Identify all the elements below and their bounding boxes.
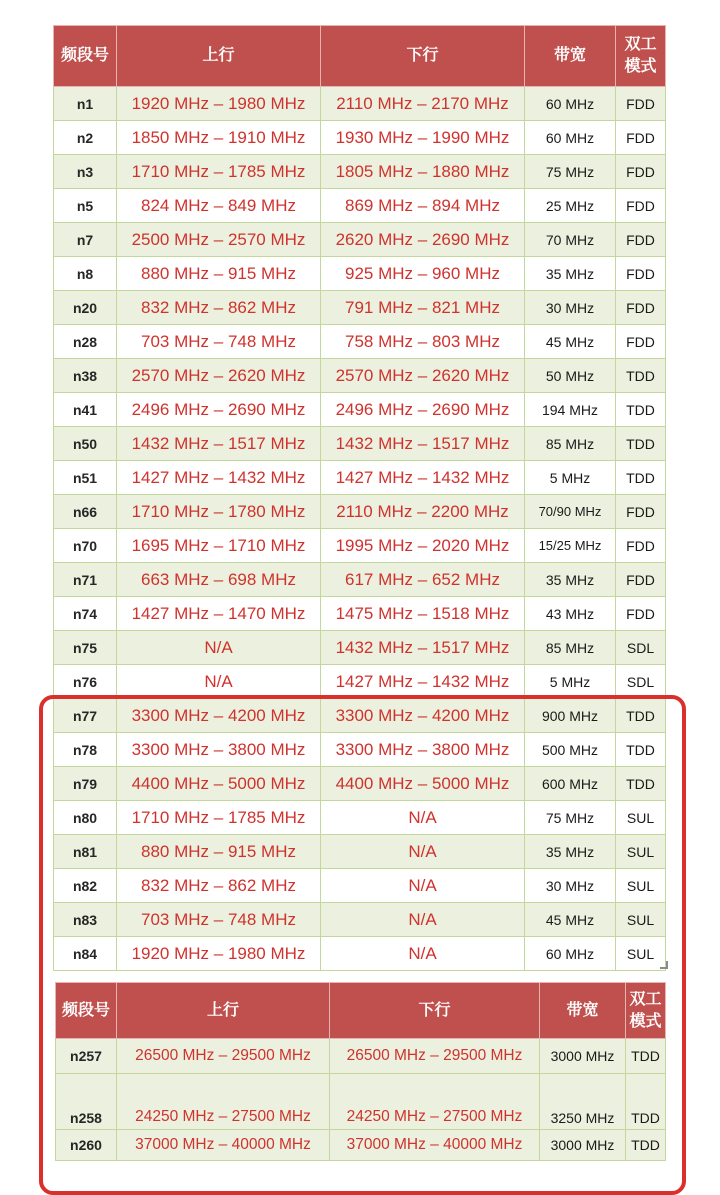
table-row — [56, 1039, 666, 1074]
duplex-mode-cell: TDD — [626, 1039, 666, 1074]
table-row — [54, 155, 666, 189]
duplex-mode-cell: FDD — [616, 529, 666, 563]
downlink-range-cell: 3300 MHz – 3800 MHz — [321, 733, 525, 767]
resize-grip-icon — [660, 961, 668, 969]
table-row — [54, 733, 666, 767]
band-number-cell: n1 — [54, 87, 117, 121]
uplink-range-cell: 832 MHz – 862 MHz — [117, 291, 321, 325]
duplex-mode-cell: SUL — [616, 903, 666, 937]
uplink-range-cell: 1427 MHz – 1432 MHz — [117, 461, 321, 495]
bandwidth-cell: 15/25 MHz — [525, 529, 616, 563]
band-number-cell: n41 — [54, 393, 117, 427]
duplex-mode-cell: SDL — [616, 631, 666, 665]
duplex-mode-cell: FDD — [616, 223, 666, 257]
uplink-range-cell: 880 MHz – 915 MHz — [117, 257, 321, 291]
table-row — [54, 801, 666, 835]
downlink-range-cell: 1475 MHz – 1518 MHz — [321, 597, 525, 631]
table-row — [54, 869, 666, 903]
uplink-range-cell: 3300 MHz – 4200 MHz — [117, 699, 321, 733]
table-row — [56, 1130, 666, 1161]
band-number-cell: n79 — [54, 767, 117, 801]
uplink-range-cell: 1427 MHz – 1470 MHz — [117, 597, 321, 631]
downlink-range-cell: 2620 MHz – 2690 MHz — [321, 223, 525, 257]
uplink-range-cell: 2500 MHz – 2570 MHz — [117, 223, 321, 257]
header-band: 频段号 — [54, 26, 117, 87]
band-number-cell: n38 — [54, 359, 117, 393]
header-uplink: 上行 — [117, 26, 321, 87]
downlink-range-cell: 4400 MHz – 5000 MHz — [321, 767, 525, 801]
uplink-range-cell: 24250 MHz – 27500 MHz — [117, 1074, 330, 1130]
uplink-range-cell: 880 MHz – 915 MHz — [117, 835, 321, 869]
downlink-range-cell: 1432 MHz – 1517 MHz — [321, 631, 525, 665]
table-row — [54, 427, 666, 461]
uplink-range-cell: 1850 MHz – 1910 MHz — [117, 121, 321, 155]
downlink-range-cell: 2110 MHz – 2170 MHz — [321, 87, 525, 121]
band-number-cell: n28 — [54, 325, 117, 359]
downlink-range-cell: 869 MHz – 894 MHz — [321, 189, 525, 223]
uplink-range-cell: 824 MHz – 849 MHz — [117, 189, 321, 223]
band-number-cell: n66 — [54, 495, 117, 529]
table-header-row — [54, 26, 666, 87]
downlink-range-cell: 3300 MHz – 4200 MHz — [321, 699, 525, 733]
bandwidth-cell: 85 MHz — [525, 427, 616, 461]
downlink-range-cell: 37000 MHz – 40000 MHz — [330, 1130, 540, 1161]
header-duplex-mode: 双工 模式 — [626, 983, 666, 1039]
uplink-range-cell: N/A — [117, 665, 321, 699]
bandwidth-cell: 75 MHz — [525, 155, 616, 189]
duplex-mode-cell: TDD — [616, 699, 666, 733]
table-row — [54, 665, 666, 699]
bandwidth-cell: 70 MHz — [525, 223, 616, 257]
uplink-range-cell: 663 MHz – 698 MHz — [117, 563, 321, 597]
band-number-cell: n84 — [54, 937, 117, 971]
duplex-mode-cell: TDD — [616, 427, 666, 461]
duplex-mode-cell: TDD — [616, 733, 666, 767]
header-downlink: 下行 — [321, 26, 525, 87]
bandwidth-cell: 50 MHz — [525, 359, 616, 393]
table-row — [54, 393, 666, 427]
bandwidth-cell: 35 MHz — [525, 257, 616, 291]
uplink-range-cell: 1432 MHz – 1517 MHz — [117, 427, 321, 461]
bandwidth-cell: 75 MHz — [525, 801, 616, 835]
downlink-range-cell: 2496 MHz – 2690 MHz — [321, 393, 525, 427]
duplex-mode-cell: TDD — [616, 767, 666, 801]
table-row — [54, 529, 666, 563]
duplex-mode-cell: SDL — [616, 665, 666, 699]
header-bandwidth: 带宽 — [525, 26, 616, 87]
bandwidth-cell: 60 MHz — [525, 937, 616, 971]
duplex-mode-cell: SUL — [616, 937, 666, 971]
downlink-range-cell: 2570 MHz – 2620 MHz — [321, 359, 525, 393]
duplex-mode-cell: FDD — [616, 257, 666, 291]
table-row — [54, 257, 666, 291]
duplex-mode-cell: FDD — [616, 155, 666, 189]
table-row — [54, 87, 666, 121]
table-body — [54, 87, 666, 971]
duplex-mode-cell: TDD — [616, 359, 666, 393]
uplink-range-cell: 1710 MHz – 1785 MHz — [117, 801, 321, 835]
header-downlink: 下行 — [330, 983, 540, 1039]
bandwidth-cell: 60 MHz — [525, 121, 616, 155]
downlink-range-cell: 2110 MHz – 2200 MHz — [321, 495, 525, 529]
nr-band-table — [53, 25, 666, 971]
uplink-range-cell: 2570 MHz – 2620 MHz — [117, 359, 321, 393]
bandwidth-cell: 5 MHz — [525, 461, 616, 495]
downlink-range-cell: N/A — [321, 869, 525, 903]
duplex-mode-cell: TDD — [616, 461, 666, 495]
bandwidth-cell: 30 MHz — [525, 291, 616, 325]
downlink-range-cell: N/A — [321, 835, 525, 869]
bandwidth-cell: 600 MHz — [525, 767, 616, 801]
bandwidth-cell: 500 MHz — [525, 733, 616, 767]
band-number-cell: n78 — [54, 733, 117, 767]
downlink-range-cell: 1805 MHz – 1880 MHz — [321, 155, 525, 189]
downlink-range-cell: 617 MHz – 652 MHz — [321, 563, 525, 597]
header-uplink: 上行 — [117, 983, 330, 1039]
table-row — [56, 1074, 666, 1130]
downlink-range-cell: 1432 MHz – 1517 MHz — [321, 427, 525, 461]
downlink-range-cell: 758 MHz – 803 MHz — [321, 325, 525, 359]
bandwidth-cell: 35 MHz — [525, 563, 616, 597]
band-number-cell: n76 — [54, 665, 117, 699]
band-number-cell: n70 — [54, 529, 117, 563]
table-row — [54, 461, 666, 495]
band-number-cell: n258 — [56, 1074, 117, 1130]
table-row — [54, 835, 666, 869]
bandwidth-cell: 43 MHz — [525, 597, 616, 631]
band-number-cell: n77 — [54, 699, 117, 733]
table-body — [56, 1039, 666, 1161]
duplex-mode-cell: FDD — [616, 563, 666, 597]
band-number-cell: n80 — [54, 801, 117, 835]
table-row — [54, 767, 666, 801]
band-number-cell: n81 — [54, 835, 117, 869]
bandwidth-cell: 5 MHz — [525, 665, 616, 699]
downlink-range-cell: N/A — [321, 903, 525, 937]
uplink-range-cell: 4400 MHz – 5000 MHz — [117, 767, 321, 801]
band-number-cell: n3 — [54, 155, 117, 189]
bandwidth-cell: 30 MHz — [525, 869, 616, 903]
table-row — [54, 223, 666, 257]
band-number-cell: n83 — [54, 903, 117, 937]
band-number-cell: n20 — [54, 291, 117, 325]
duplex-mode-cell: FDD — [616, 87, 666, 121]
duplex-mode-cell: SUL — [616, 869, 666, 903]
bandwidth-cell: 45 MHz — [525, 325, 616, 359]
uplink-range-cell: 1710 MHz – 1785 MHz — [117, 155, 321, 189]
uplink-range-cell: 703 MHz – 748 MHz — [117, 903, 321, 937]
band-number-cell: n51 — [54, 461, 117, 495]
uplink-range-cell: 1920 MHz – 1980 MHz — [117, 87, 321, 121]
table-row — [54, 563, 666, 597]
table-row — [54, 699, 666, 733]
table-row — [54, 291, 666, 325]
table-row — [54, 121, 666, 155]
duplex-mode-cell: TDD — [626, 1130, 666, 1161]
downlink-range-cell: 24250 MHz – 27500 MHz — [330, 1074, 540, 1130]
downlink-range-cell: N/A — [321, 801, 525, 835]
uplink-range-cell: 1920 MHz – 1980 MHz — [117, 937, 321, 971]
downlink-range-cell: 26500 MHz – 29500 MHz — [330, 1039, 540, 1074]
downlink-range-cell: 791 MHz – 821 MHz — [321, 291, 525, 325]
bandwidth-cell: 900 MHz — [525, 699, 616, 733]
duplex-mode-cell: SUL — [616, 835, 666, 869]
band-number-cell: n82 — [54, 869, 117, 903]
duplex-mode-cell: FDD — [616, 189, 666, 223]
downlink-range-cell: 925 MHz – 960 MHz — [321, 257, 525, 291]
duplex-mode-cell: SUL — [616, 801, 666, 835]
header-band: 频段号 — [56, 983, 117, 1039]
header-duplex-mode: 双工 模式 — [616, 26, 666, 87]
bandwidth-cell: 45 MHz — [525, 903, 616, 937]
mmwave-band-table — [55, 982, 666, 1161]
downlink-range-cell: 1995 MHz – 2020 MHz — [321, 529, 525, 563]
table-row — [54, 597, 666, 631]
duplex-mode-cell: FDD — [616, 121, 666, 155]
band-number-cell: n257 — [56, 1039, 117, 1074]
uplink-range-cell: 1695 MHz – 1710 MHz — [117, 529, 321, 563]
bandwidth-cell: 85 MHz — [525, 631, 616, 665]
uplink-range-cell: 37000 MHz – 40000 MHz — [117, 1130, 330, 1161]
band-number-cell: n5 — [54, 189, 117, 223]
band-number-cell: n71 — [54, 563, 117, 597]
duplex-mode-cell: TDD — [616, 393, 666, 427]
duplex-mode-cell: FDD — [616, 291, 666, 325]
table-row — [54, 189, 666, 223]
duplex-mode-cell: FDD — [616, 325, 666, 359]
uplink-range-cell: 3300 MHz – 3800 MHz — [117, 733, 321, 767]
bandwidth-cell: 35 MHz — [525, 835, 616, 869]
band-number-cell: n2 — [54, 121, 117, 155]
uplink-range-cell: 703 MHz – 748 MHz — [117, 325, 321, 359]
bandwidth-cell: 70/90 MHz — [525, 495, 616, 529]
table-header-row — [56, 983, 666, 1039]
downlink-range-cell: 1427 MHz – 1432 MHz — [321, 461, 525, 495]
band-number-cell: n50 — [54, 427, 117, 461]
bandwidth-cell: 25 MHz — [525, 189, 616, 223]
table-row — [54, 359, 666, 393]
downlink-range-cell: 1427 MHz – 1432 MHz — [321, 665, 525, 699]
band-number-cell: n8 — [54, 257, 117, 291]
header-bandwidth: 带宽 — [540, 983, 626, 1039]
band-number-cell: n7 — [54, 223, 117, 257]
bandwidth-cell: 3250 MHz — [540, 1074, 626, 1130]
downlink-range-cell: 1930 MHz – 1990 MHz — [321, 121, 525, 155]
uplink-range-cell: 832 MHz – 862 MHz — [117, 869, 321, 903]
table-row — [54, 325, 666, 359]
uplink-range-cell: 2496 MHz – 2690 MHz — [117, 393, 321, 427]
table-row — [54, 631, 666, 665]
band-number-cell: n74 — [54, 597, 117, 631]
duplex-mode-cell: FDD — [616, 495, 666, 529]
table-row — [54, 495, 666, 529]
band-number-cell: n260 — [56, 1130, 117, 1161]
table-row — [54, 937, 666, 971]
uplink-range-cell: 26500 MHz – 29500 MHz — [117, 1039, 330, 1074]
bandwidth-cell: 194 MHz — [525, 393, 616, 427]
bandwidth-cell: 60 MHz — [525, 87, 616, 121]
uplink-range-cell: 1710 MHz – 1780 MHz — [117, 495, 321, 529]
duplex-mode-cell: FDD — [616, 597, 666, 631]
band-number-cell: n75 — [54, 631, 117, 665]
bandwidth-cell: 3000 MHz — [540, 1130, 626, 1161]
uplink-range-cell: N/A — [117, 631, 321, 665]
table-row — [54, 903, 666, 937]
duplex-mode-cell: TDD — [626, 1074, 666, 1130]
downlink-range-cell: N/A — [321, 937, 525, 971]
bandwidth-cell: 3000 MHz — [540, 1039, 626, 1074]
